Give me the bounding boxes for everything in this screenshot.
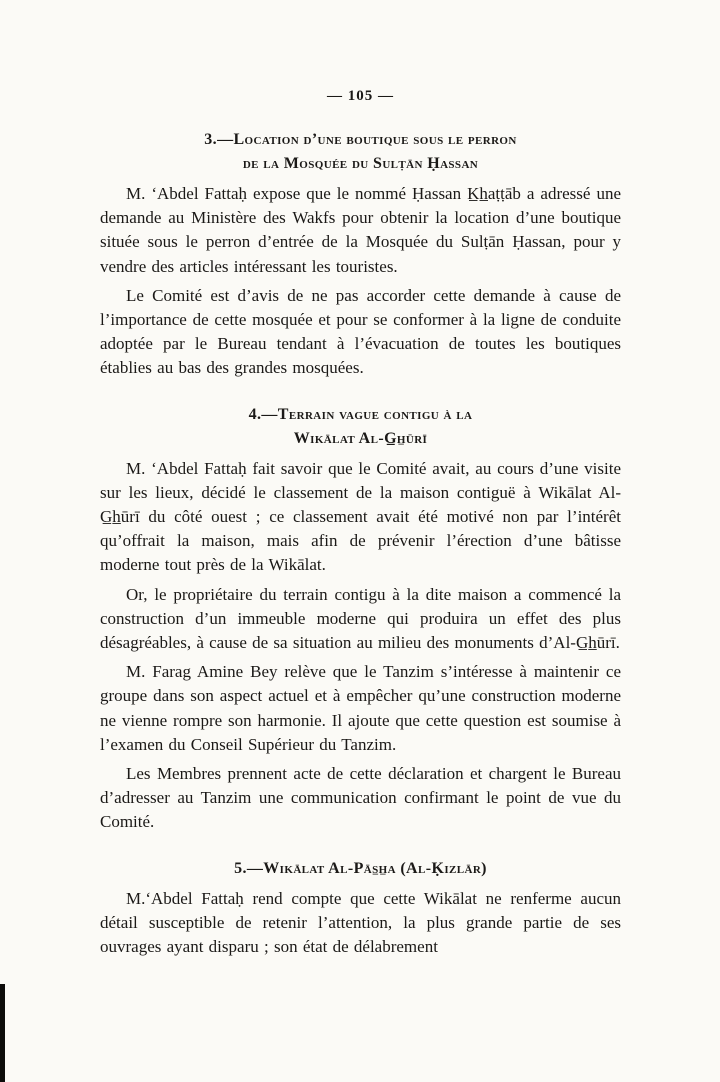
section-heading-line: 5.—Wikālat Al-Pās̲h̲a (Al-Ḳizlār) [234,859,487,877]
page-number: — 105 — [327,88,394,104]
paragraph: M. ‘Abdel Fattaḥ fait savoir que le Comité avait, au cours d’une visite sur les lieux, décidé le classement de la maison contiguë à Wikālat Al-G̲h̲ūrī du côté ouest ; ce classement avait été motivé non par l’intérêt qu’offrait la maison, mais afin de prévenir l’érection d’une bâtisse moderne tout près de la Wikālat. [100,458,621,575]
paragraph: Les Membres prennent acte de cette déclaration et chargent le Bureau d’adresser au Tanzim une communication confirmant le point de vue du Comité. [100,764,621,832]
section-wikalat-pasha [100,857,621,960]
paragraph: Le Comité est d’avis de ne pas accorder cette demande à cause de l’importance de cette mosquée et pour se conformer à la ligne de conduite adoptée par le Bureau tendant à l’évacuation de toutes les boutiques établies au bas des grandes mosquées. [100,285,621,378]
section-heading [100,857,621,881]
paragraph: Or, le propriétaire du terrain contigu à la dite maison a commencé la construction d’un immeuble moderne qui produira un effet des plus désagréables, à cause de sa situation au milieu des monuments d’Al-G̲h̲ūrī. [100,584,621,653]
paragraph: M.‘Abdel Fattaḥ rend compte que cette Wikālat ne renferme aucun détail susceptible de retenir l’attention, la plus grande partie de ses ouvrages ayant disparu ; son état de délabrement [100,888,621,957]
section-heading-line: Wikālat Al-G̲h̲ūrī [293,429,428,447]
section-heading [100,403,621,451]
section-heading-line: de la Mosquée du Sulṭān Ḥassan [242,155,479,172]
section-heading-line: 4.—Terrain vague contigu à la [248,405,473,423]
document-page [100,0,621,964]
paragraph: M. ‘Abdel Fattaḥ expose que le nommé Ḥassan K̲h̲aṭṭāb a adressé une demande au Ministère des Wakfs pour obtenir la location d’une boutique située sous le perron d’entrée de la Mosquée du Sulṭān Ḥassan, pour y vendre des articles intéressant les touristes. [100,184,621,276]
section-heading [100,128,621,176]
section-location-boutique [100,128,621,381]
section-heading-line: 3.—Location d’une boutique sous le perron [204,131,517,148]
paragraph: M. Farag Amine Bey relève que le Tanzim s’intéresse à maintenir ce groupe dans son aspect actuel et à empêcher qu’une construction moderne ne vienne rompre son harmonie. Il ajoute que cette question est soumise à l’examen du Conseil Supérieur du Tanzim. [100,662,621,754]
section-terrain-vague [100,403,621,835]
scan-edge-artifact [0,984,5,1082]
